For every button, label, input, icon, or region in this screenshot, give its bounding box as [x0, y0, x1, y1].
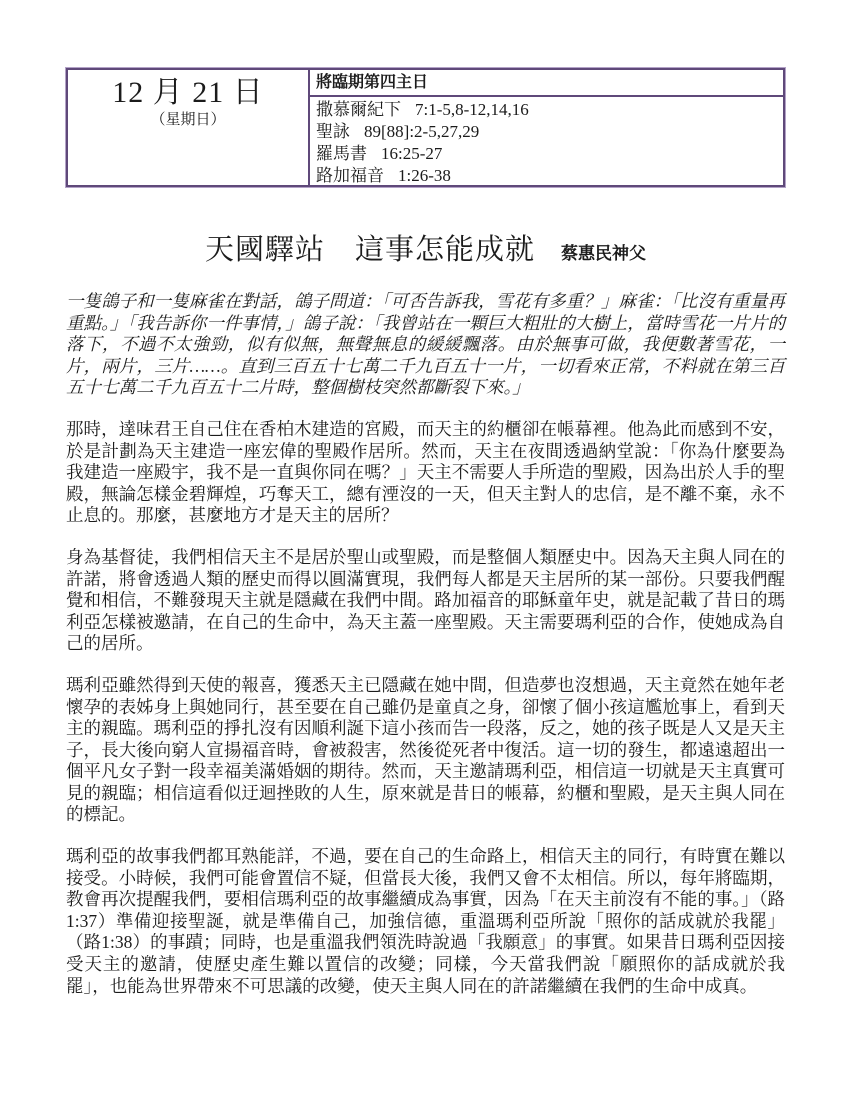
reading-ref: 89[88]:2-5,27,29 [364, 122, 480, 141]
paragraph: 瑪利亞的故事我們都耳熟能詳，不過，要在自己的生命路上，相信天主的同行，有時實在難以接受。小時候，我們可能會置信不疑，但當長大後，我們又會不太相信。所以，每年將臨期，教會再次提醒我們，要相信瑪利亞的故事繼續成為事實，因為「在天主前沒有不能的事。」（路1:37）準備迎接聖誕，就是準備自己，加強信德，重溫瑪利亞所說「照你的話成就於我罷」（路1:38）的事蹟；同時，也是重溫我們領洗時說過「我願意」的事實。如果昔日瑪利亞因接受天主的邀請，使歷史產生難以置信的改變；同樣，今天當我們說「願照你的話成就於我罷」，也能為世界帶來不可思議的改變，使天主與人同在的許諾繼續在我們的生命中成真。 [66, 846, 785, 996]
reading-ref: 1:26-38 [398, 166, 451, 185]
document-page [66, 68, 785, 997]
reading-ref: 16:25-27 [381, 144, 443, 163]
date-label: 12 月 21 日 [112, 76, 264, 109]
readings-cell [310, 70, 783, 185]
weekday-label: （星期日） [150, 112, 226, 128]
paragraph: 那時，達味君王自己住在香柏木建造的宮殿，而天主的約櫃卻在帳幕裡。他為此而感到不安，於是計劃為天主建造一座宏偉的聖殿作居所。然而，天主在夜間透過納堂說：「你為什麼要為我建造一座殿宇，我不是一直與你同在嗎？」天主不需要人手所造的聖殿，因為出於人手的聖殿，無論怎樣金碧輝煌，巧奪天工，總有湮沒的一天，但天主對人的忠信，是不離不棄，永不止息的。那麼，甚麼地方才是天主的居所？ [66, 418, 785, 526]
article-body [66, 291, 785, 997]
reading-ref: 7:1-5,8-12,14,16 [415, 100, 529, 119]
readings-list [310, 97, 783, 187]
reading-row [316, 143, 777, 165]
reading-row [316, 165, 777, 187]
reading-book: 聖詠 [316, 122, 350, 141]
article-title: 天國驛站 這事怎能成就 [204, 234, 535, 266]
paragraph-story: 一隻鴿子和一隻麻雀在對話，鴿子問道：「可否告訴我，雪花有多重？」麻雀：「比沒有重量再重點。」「我告訴你一件事情，」鴿子說：「我曾站在一顆巨大粗壯的大樹上，當時雪花一片片的落下，不過不太強勁，似有似無，無聲無息的緩緩飄落。由於無事可做，我便數著雪花，一片，兩片，三片……。直到三百五十七萬二千九百五十一片，一切看來正常，不料就在第三百五十七萬二千九百五十二片時，整個樹枝突然都斷裂下來。」 [66, 291, 785, 398]
date-cell [68, 70, 310, 185]
season-title: 將臨期第四主日 [310, 70, 783, 97]
article-author: 蔡惠民神父 [561, 244, 646, 263]
article-title-line [66, 234, 785, 267]
paragraph: 瑪利亞雖然得到天使的報喜，獲悉天主已隱藏在她中間，但造夢也沒想過，天主竟然在她年老懷孕的表姊身上與她同行，甚至要在自己雖仍是童貞之身，卻懷了個小孩這尷尬事上，看到天主的親臨。瑪利亞的掙扎沒有因順利誕下這小孩而告一段落，反之，她的孩子既是人又是天主子，長大後向窮人宣揚福音時，會被殺害，然後從死者中復活。這一切的發生，都遠遠超出一個平凡女子對一段幸福美滿婚姻的期待。然而，天主邀請瑪利亞，相信這一切就是天主真實可見的親臨；相信這看似迂迴挫敗的人生，原來就是昔日的帳幕，約櫃和聖殿，是天主與人同在的標記。 [66, 674, 785, 825]
reading-book: 羅馬書 [316, 144, 367, 163]
paragraph: 身為基督徒，我們相信天主不是居於聖山或聖殿，而是整個人類歷史中。因為天主與人同在的許諾，將會透過人類的歷史而得以圓滿實現，我們每人都是天主居所的某一部份。只要我們醒覺和相信，不難發現天主就是隱藏在我們中間。路加福音的耶穌童年史，就是記載了昔日的瑪利亞怎樣被邀請，在自己的生命中，為天主蓋一座聖殿。天主需要瑪利亞的合作，使她成為自己的居所。 [66, 546, 785, 654]
reading-book: 撒慕爾紀下 [316, 100, 401, 119]
reading-book: 路加福音 [316, 166, 384, 185]
liturgical-header-table [66, 68, 785, 187]
reading-row [316, 99, 777, 121]
reading-row [316, 121, 777, 143]
